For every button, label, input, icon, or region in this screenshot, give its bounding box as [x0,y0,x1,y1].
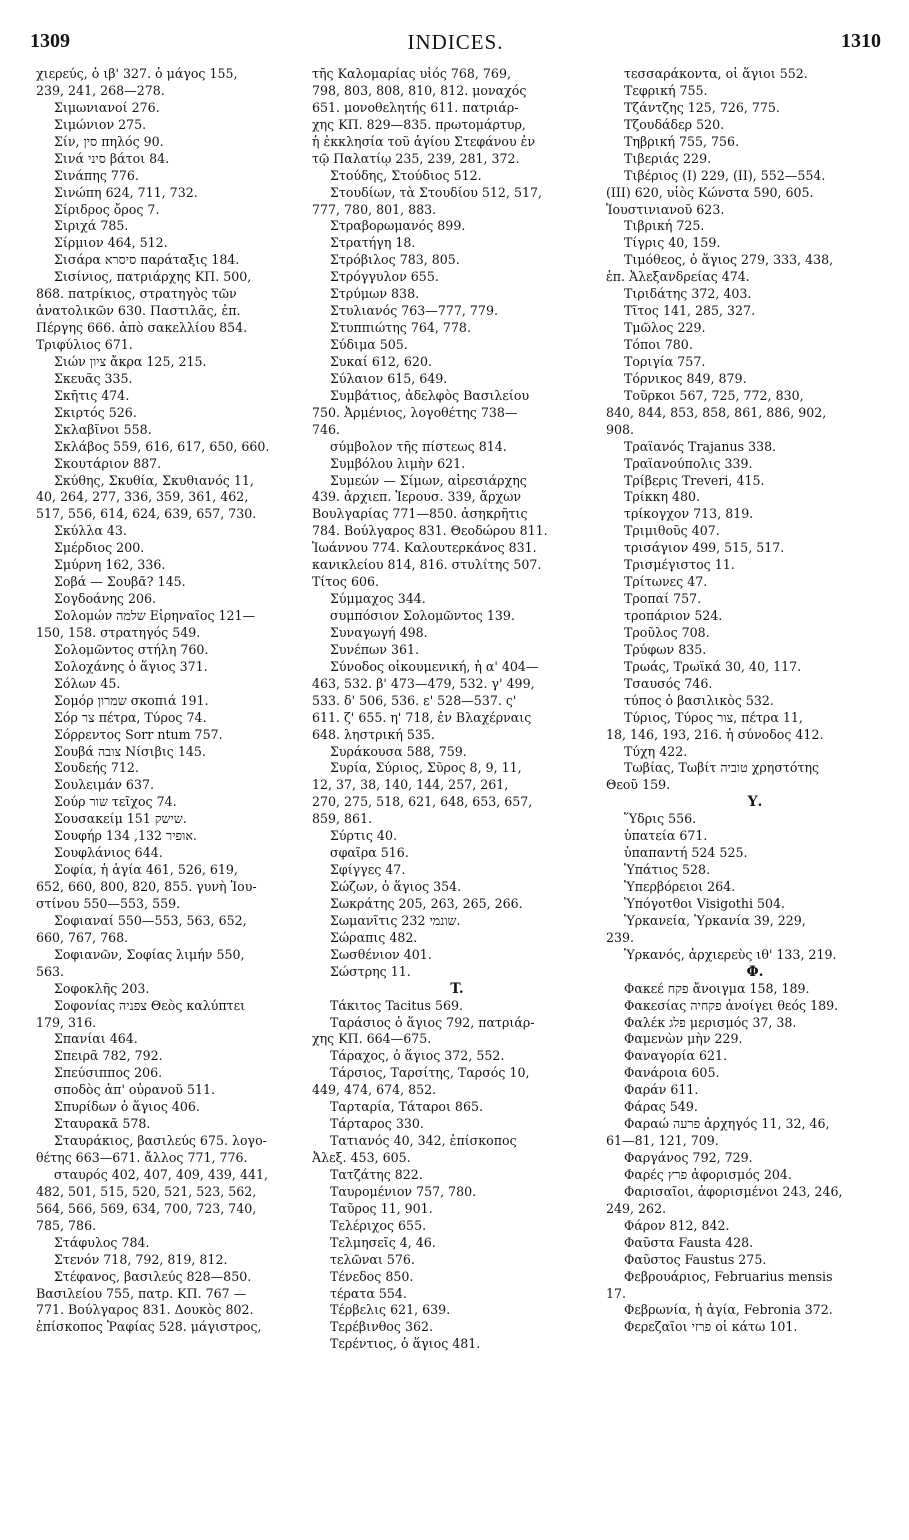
index-line: Ὕδρις 556. [624,811,697,827]
index-line: Σουφήρ אופיר 132, 134. [54,828,197,844]
index-line: Στούδης, Στούδιος 512. [330,167,482,183]
index-line: Ἰωάννου 774. Καλουτερκάνος 831. [312,540,537,556]
index-line: Σουφλάνιος 644. [54,845,163,861]
index-line: Σουδεής 712. [54,760,139,776]
index-line: Τελέριχος 655. [330,1217,427,1233]
index-column-2 [312,66,602,1353]
index-line: Στρατήγη 18. [330,235,416,251]
index-line: Τριμιθοῦς 407. [624,523,720,539]
index-line: Σολομών שלמה Εἰρηναῖος 121— [54,608,256,623]
index-line: 652, 660, 800, 820, 855. γυνὴ Ἰου- [36,879,257,894]
index-line: Στενόν 718, 792, 819, 812. [54,1251,228,1267]
index-line: Σταυρακᾶ 578. [54,1116,151,1132]
index-line: Τρύφων 835. [624,641,707,657]
index-line: 564, 566, 569, 634, 700, 723, 740, [36,1200,257,1216]
index-line: χιερεύς, ὁ ιβ' 327. ὁ μάγος 155, [36,66,238,81]
index-line: Σουσακείμ שישק 151. [54,811,187,827]
index-line: Στέφανος, βασιλεύς 828—850. [54,1268,252,1284]
index-line: ἐπίσκοπος Ῥαφίας 528. μάγιστρος, [36,1319,262,1335]
index-line: 270, 275, 518, 621, 648, 653, 657, [312,794,533,810]
index-line: Συμβόλου λιμὴν 621. [330,455,466,471]
index-line: 439. ἀρχιεπ. Ἱερουσ. 339, ἄρχων [312,489,522,505]
index-line: Σύδιμα 505. [330,337,408,352]
index-line: Σύμμαχος 344. [330,591,426,607]
index-line: Τωβίας, Τωβίτ טוביה χρηστότης [624,760,820,776]
index-line: Σουβά צובה Νίσιβις 145. [54,743,206,759]
index-line: τῆς Καλομαρίας υἱός 768, 769, [312,66,511,81]
index-column-3 [606,66,904,1336]
index-line: Ταρταρία, Τάταροι 865. [330,1099,483,1115]
index-line: Τζάντζης 125, 726, 775. [624,99,780,115]
index-line: Τραϊανούπολις 339. [624,455,753,471]
index-line: Φακεέ פקח ἄνοιγμα 158, 189. [624,980,810,996]
index-line: Σούρ שור τεῖχος 74. [54,794,177,810]
section-letter: T. [450,980,464,997]
index-line: 771. Βούλγαρος 831. Δουκὸς 802. [36,1302,254,1318]
index-line: 449, 474, 674, 852. [312,1082,437,1098]
index-line: Ταυρομένιον 757, 780. [330,1183,477,1199]
index-line: Σκύθης, Σκυθία, Σκυθιανός 11, [54,472,254,488]
index-line: Σύρτις 40. [330,828,397,844]
index-line: Συναγωγή 498. [330,624,428,640]
index-line: Φαῦστα Fausta 428. [624,1234,754,1250]
page-header [30,30,881,60]
index-line: στίνου 550—553, 559. [36,895,181,911]
index-line: κανικλείου 814, 816. στυλίτης 507. [312,557,542,573]
index-line: Τροῦλος 708. [624,624,710,640]
index-line: 660, 767, 768. [36,929,129,945]
index-line: Σώστρης 11. [330,963,411,979]
running-title: INDICES. [407,30,504,54]
index-line: 784. Βούλγαρος 831. Θεοδώρου 811. [312,523,548,539]
index-line: τροπάριον 524. [624,608,723,623]
index-line: Φάρον 812, 842. [624,1217,730,1233]
index-line: Σιών ציון ἄκρα 125, 215. [54,353,207,369]
index-line: Σώζων, ὁ ἅγιος 354. [330,879,462,894]
index-line: Σπειρᾶ 782, 792. [54,1048,163,1064]
index-line: τέρατα 554. [330,1285,407,1301]
index-line: Σουλειμάν 637. [54,777,154,793]
index-line: Στυππιώτης 764, 778. [330,320,471,336]
index-line: Τόποι 780. [624,337,693,352]
index-line: Ὑρκανός, ἀρχιερεὺς ιθ' 133, 219. [624,946,837,962]
index-line: τύπος ὁ βασιλικὸς 532. [624,692,774,708]
index-line: Τμῶλος 229. [624,320,706,336]
index-line: Σφίγγες 47. [330,862,406,878]
index-line: Τραϊανός Trajanus 338. [624,438,777,454]
index-line: Σπεύσιππος 206. [54,1065,163,1081]
index-line: Φεβρωνία, ἡ ἁγία, Febronia 372. [624,1302,833,1318]
index-line: 798, 803, 808, 810, 812. μοναχός [312,82,527,98]
index-line: Συράκουσα 588, 759. [330,743,467,759]
section-letter: Φ. [746,963,764,980]
index-line: Σιμώνιον 275. [54,116,147,132]
index-line: Σκύλλα 43. [54,523,127,539]
index-line: Τιμόθεος, ὁ ἅγιος 279, 333, 438, [624,252,834,268]
index-line: 651. μονοθελητής 611. πατριάρ- [312,99,519,115]
index-line: Τρισμέγιστος 11. [624,557,735,573]
index-line: 249, 262. [606,1200,667,1216]
index-line: Φαράν 611. [624,1082,699,1098]
index-line: Σίρμιον 464, 512. [54,235,168,251]
index-line: Τερέβινθος 362. [330,1319,433,1335]
index-line: ἡ ἐκκλησία τοῦ ἁγίου Στεφάνου ἐν [312,133,536,149]
index-line: Σομόρ שמרון σκοπιά 191. [54,692,209,708]
index-line: Σίριδρος ὄρος 7. [54,201,160,217]
index-line: Σωκράτης 205, 263, 265, 266. [330,895,523,911]
index-line: Σοφοκλῆς 203. [54,980,150,996]
index-line: Τεφρική 755. [624,82,708,98]
index-line: Ὑπερβόρειοι 264. [624,879,736,894]
index-line: ἀνατολικῶν 630. Παστιλᾶς, ἐπ. [36,303,241,319]
index-line: 482, 501, 515, 520, 521, 523, 562, [36,1183,257,1199]
index-line: 611. ζ' 655. η' 718, ἐν Βλαχέρναις [312,709,532,725]
index-line: σταυρός 402, 407, 409, 439, 441, [54,1166,268,1182]
index-line: Τάρσιος, Ταρσίτης, Ταρσός 10, [330,1065,530,1081]
index-line: 840, 844, 853, 858, 861, 886, 902, [606,404,827,420]
index-line: Φαργάνος 792, 729. [624,1150,753,1165]
index-line: Τάκιτος Tacitus 569. [330,997,464,1013]
index-line: Τελμησεῖς 4, 46. [330,1234,436,1250]
index-line: Στρόβιλος 783, 805. [330,252,460,268]
index-line: 12, 37, 38, 140, 144, 257, 261, [312,777,509,793]
index-line: Τιριδάτης 372, 403. [624,286,752,302]
index-line: Σωμανῖτις שונמי 232. [330,912,461,928]
index-line: 859, 861. [312,811,373,827]
index-line: Ἀλεξ. 453, 605. [312,1150,411,1165]
index-line: Σινά סיני βάτοι 84. [54,150,170,166]
index-line: τῷ Παλατίῳ 235, 239, 281, 372. [312,150,520,166]
index-line: Σκῆτις 474. [54,387,130,403]
index-line: Στρόγγυλον 655. [330,269,439,285]
index-line: 750. Ἀρμένιος, λογοθέτης 738— [312,404,518,420]
index-line: Τύριος, Τύρος צור, πέτρα 11, [624,709,803,725]
index-line: Τῖτος 141, 285, 327. [624,303,756,319]
index-line: Σωσθένιον 401. [330,946,432,962]
index-line: Φερεζαῖοι פרזי οἱ κάτω 101. [624,1319,798,1335]
index-line: Σισάρα סיסרא παράταξις 184. [54,252,240,268]
index-line: Φεβρουάριος, Februarius mensis [624,1268,833,1284]
index-line: Τιβέριος (I) 229, (II), 552—554. [624,167,826,183]
index-line: Φαλέκ פלג μερισμός 37, 38. [624,1014,797,1030]
index-line: Σολοχάνης ὁ ἅγιος 371. [54,658,208,674]
index-line: 239, 241, 268—278. [36,82,165,98]
index-line: Φαῦστος Faustus 275. [624,1251,767,1267]
index-line: Σίν, סין πηλός 90. [54,133,164,149]
index-line: 908. [606,421,635,437]
index-line: Σοφία, ἡ ἁγία 461, 526, 619, [54,862,238,878]
index-line: χης ΚΠ. 664—675. [312,1031,432,1047]
index-line: Τάραχος, ὁ ἅγιος 372, 552. [330,1048,505,1064]
index-line: τρισάγιον 499, 515, 517. [624,540,785,556]
index-line: Φαραώ פרעה ἀρχηγός 11, 32, 46, [624,1116,830,1132]
index-line: Στρύμων 838. [330,286,420,302]
index-line: Τίτος 606. [312,574,379,590]
index-line: Σπανίαι 464. [54,1031,138,1047]
index-line: τρίκογχον 713, 819. [624,506,754,522]
index-line: Συμβάτιος, ἀδελφὸς Βασιλείου [330,387,530,403]
index-line: σφαῖρα 516. [330,845,409,861]
index-line: Σμύρνη 162, 336. [54,557,166,573]
index-line: (III) 620, υἱὸς Κώνστα 590, 605. [606,184,814,200]
index-line: Σογδοάνης 206. [54,591,156,607]
index-line: Τρίτωνες 47. [624,574,708,590]
index-line: Σώραπις 482. [330,929,418,945]
index-line: Τάρταρος 330. [330,1116,424,1132]
index-line: 777, 780, 801, 883. [312,201,437,217]
index-line: θέτης 663—671. ἄλλος 771, 776. [36,1150,248,1165]
index-line: Τατζάτης 822. [330,1166,423,1182]
index-line: Σκιρτός 526. [54,404,137,420]
index-line: Σισίνιος, πατριάρχης ΚΠ. 500, [54,269,252,285]
index-column-1 [36,66,308,1336]
index-line: 517, 556, 614, 624, 639, 657, 730. [36,506,257,522]
index-line: Φακεσίας פקחיה ἀνοίγει θεός 189. [624,997,839,1013]
left-page-number: 1309 [30,30,70,52]
index-line: Συμεών — Σίμων, αἱρεσιάρχης [330,472,527,488]
index-line: Ταράσιος ὁ ἅγιος 792, πατριάρ- [330,1014,535,1030]
index-line: Φαναγορία 621. [624,1048,727,1064]
index-line: σποδὸς ἀπ' οὐρανοῦ 511. [54,1082,216,1098]
index-line: 150, 158. στρατηγός 549. [36,624,201,640]
index-line: Φαρές פרץ ἀφορισμός 204. [624,1166,792,1182]
index-line: Τέρβελις 621, 639. [330,1302,451,1318]
index-line: Σοβά — Σουβᾶ? 145. [54,574,186,590]
index-line: Ὑρκανεία, Ὑρκανία 39, 229, [624,912,806,928]
index-line: Συνέπων 361. [330,641,419,657]
index-line: Τίγρις 40, 159. [624,235,721,251]
index-line: Ταῦρος 11, 901. [330,1200,433,1216]
index-line: 40, 264, 277, 336, 359, 361, 462, [36,489,249,505]
index-line: Τατιανός 40, 342, ἐπίσκοπος [330,1133,517,1149]
index-line: Σόρ צר πέτρα, Τύρος 74. [54,709,207,725]
index-line: Φανάροια 605. [624,1065,720,1081]
index-line: Τιβρική 725. [624,218,705,234]
index-line: Σκλαβῖνοι 558. [54,421,152,437]
index-line: τεσσαράκοντα, οἱ ἅγιοι 552. [624,66,808,81]
index-line: Τζουδάδερ 520. [624,116,725,132]
index-line: Τριφύλιος 671. [36,337,133,352]
index-line: Σιμωνιανοί 276. [54,99,160,115]
index-line: Σπυρίδων ὁ ἅγιος 406. [54,1099,200,1115]
index-line: Τρίκκη 480. [624,489,701,505]
index-line: Φαμενὼν μὴν 229. [624,1031,743,1047]
index-line: Βουλγαρίας 771—850. ἀσηκρῆτις [312,506,528,522]
index-line: Στουδίων, τὰ Στουδίου 512, 517, [330,184,542,200]
right-page-number: 1310 [841,30,881,52]
index-line: Ὑπάτιος 528. [624,862,711,878]
index-line: Σοφονίας צפניה Θεὸς καλύπτει [54,997,246,1013]
index-line: Σμέρδιος 200. [54,540,145,556]
index-line: χης ΚΠ. 829—835. πρωτομάρτυρ, [312,116,526,132]
index-line: 533. δ' 506, 536. ε' 528—537. ς' [312,692,517,708]
index-line: Τηβρική 755, 756. [624,133,740,149]
index-line: Τσαυσός 746. [624,675,713,691]
index-line: ὑπατεία 671. [624,828,708,844]
index-line: 785, 786. [36,1217,97,1233]
index-line: Βασιλείου 755, πατρ. ΚΠ. 767 — [36,1285,247,1301]
index-line: Συρία, Σύριος, Σῦρος 8, 9, 11, [330,760,522,776]
section-letter: Υ. [747,794,763,811]
index-line: Σόλων 45. [54,675,121,691]
index-line: 18, 146, 193, 216. ἡ σύνοδος 412. [606,726,824,742]
index-line: Στυλιανός 763—777, 779. [330,303,498,319]
index-line: συμπόσιον Σολομῶντος 139. [330,608,515,623]
index-line: Σολομῶντος στήλη 760. [54,641,209,657]
index-line: Σοφιαναί 550—553, 563, 652, [54,912,247,928]
index-line: 17. [606,1285,627,1301]
index-line: 563. [36,963,65,979]
index-line: σύμβολον τῆς πίστεως 814. [330,438,507,454]
index-line: Στραβορωμανός 899. [330,218,466,234]
index-line: Τρίβερις Treveri, 415. [624,472,765,488]
index-line: Φάρας 549. [624,1099,698,1115]
index-line: Τερέντιος, ὁ ἅγιος 481. [330,1336,481,1352]
index-line: Σκευᾶς 335. [54,370,133,386]
index-line: Τιβεριάς 229. [624,150,712,166]
index-line: Ἰουστινιανοῦ 623. [606,201,725,217]
index-line: Θεοῦ 159. [606,777,671,793]
index-line: 648. ληστρική 535. [312,726,435,742]
index-line: Φαρισαῖοι, ἀφορισμένοι 243, 246, [624,1183,843,1199]
index-line: ὑπαπαντή 524 525. [624,845,748,861]
index-line: 179, 316. [36,1014,97,1030]
index-line: Τοῦρκοι 567, 725, 772, 830, [624,387,804,403]
index-line: Ὑπόγοτθοι Visigothi 504. [624,895,786,911]
index-line: Τροπαί 757. [624,591,702,607]
index-line: 61—81, 121, 709. [606,1133,719,1149]
index-line: Τύχη 422. [624,743,688,759]
index-line: 239. [606,929,635,945]
index-line: Συκαί 612, 620. [330,353,432,369]
index-line: Πέργης 666. ἀπὸ σακελλίου 854. [36,320,248,336]
index-line: 868. πατρίκιος, στρατηγὸς τῶν [36,286,237,302]
index-line: Τρωάς, Τρωϊκά 30, 40, 117. [624,658,802,674]
index-line: 463, 532. β' 473—479, 532. γ' 499, [312,675,535,691]
index-line: Σιριχά 785. [54,218,129,234]
index-line: Σταυράκιος, βασιλεύς 675. λογο- [54,1133,267,1149]
index-line: τελῶναι 576. [330,1251,415,1267]
index-line: Στάφυλος 784. [54,1234,150,1250]
index-line: Τένεδος 850. [330,1268,414,1284]
index-line: Σκουτάριον 887. [54,455,162,471]
index-line: Σινώπη 624, 711, 732. [54,184,198,200]
index-line: Σόρρεντος Sorr ntum 757. [54,726,223,742]
index-line: ἐπ. Ἀλεξανδρείας 474. [606,269,750,285]
index-line: Σύλαιον 615, 649. [330,370,448,386]
index-line: Σινάπης 776. [54,167,139,183]
index-line: Σύνοδος οἰκουμενική, ἡ α' 404— [330,658,539,674]
index-line: Σοφιανῶν, Σοφίας λιμήν 550, [54,946,245,962]
index-line: Τόρνικος 849, 879. [624,370,747,386]
index-line: Τοριγία 757. [624,353,706,369]
index-line: Σκλάβος 559, 616, 617, 650, 660. [54,438,270,454]
index-line: 746. [312,421,341,437]
